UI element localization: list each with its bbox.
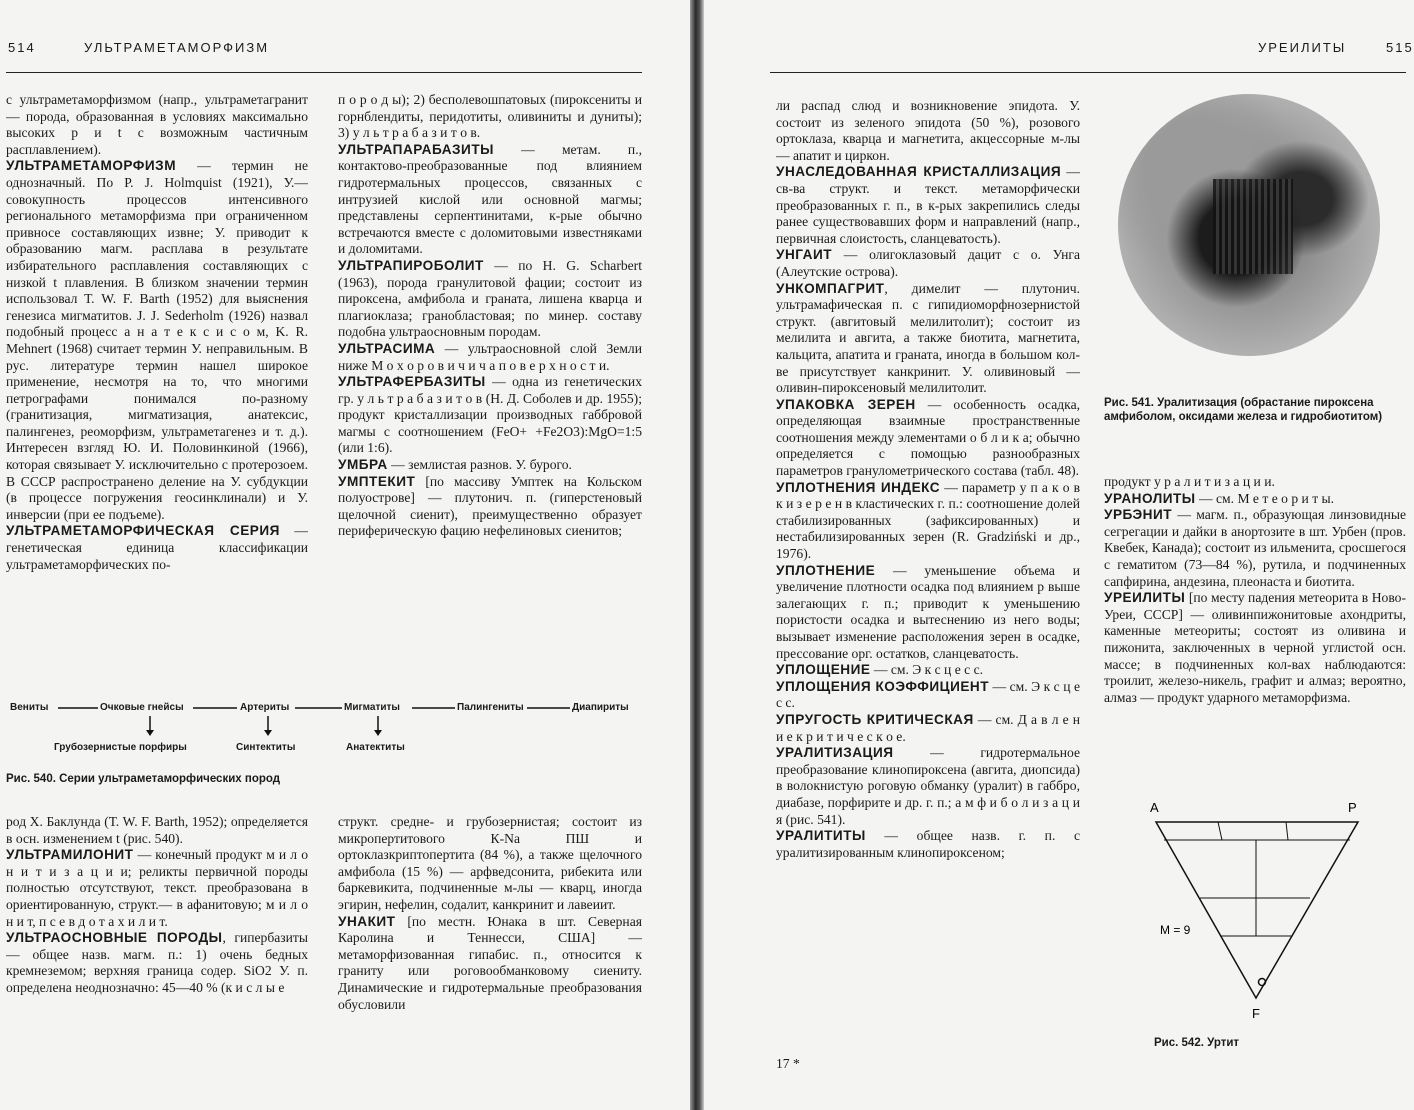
entry-term: УЛЬТРАМЕТАМОРФИЧЕСКАЯ СЕРИЯ: [6, 523, 280, 539]
entry-term: УЛЬТРАМЕТАМОРФИЗМ: [6, 158, 177, 174]
entry: [6, 92, 308, 158]
entry: [1104, 507, 1406, 590]
entry-text: [по месту падения метеорита в Ново-Уреи, СССР] — оливинпижонитовые ахондриты, каменные метеориты; состоят из оливина и пижонита, заключенных в черной углистой осн. массе; в подчиненных кол-вах наблюдаются: троилит, железо-никель, графит и алмаз; вероятно, алмаз — продукт ударного метаморфизма.: [1104, 590, 1406, 705]
entry-term: УНАКИТ: [338, 913, 396, 929]
entry-term: УМПТЕКИТ: [338, 473, 416, 489]
left-page: [0, 0, 700, 1110]
entry-text: — термин не однозначный. По Р. J. Holmquist (1921), У.— совокупность процессов интенсивного регионального метаморфизма при ограниченном привносе составляющих извне; У. приводит к образованию магм. расплава в результате избирательного расплавления составляющих с низкой t плавления. В близком значении термин использовал Т. W. F. Barth (1952) для выяснения генезиса мигматитов. J. J. Sederholm (1926) назвал подобный процесс а н а т е к с и с о м, K. R. Mehnert (1968) считает термин У. неправильным. В рус. литературе термин нашел широкое применение, несмотря на то, что многими петрографами понимался по-разному (гранитизация, мигматизация, анатексис, палингенез, реоморфизм, ультраметагенез и т. д.). Интересен взгляд Ю. И. Половинкиной (1966), которая связывает У. исключительно с протерозоем. В СССР распространено деление на У. субдукции (в процессе погружения геосинклинали) и У. инверсии (при ее подъеме).: [6, 158, 308, 522]
entry-term: УНКОМПАГРИТ: [776, 280, 885, 296]
header-rule-right: [770, 72, 1406, 73]
entry-term: УРАЛИТИЗАЦИЯ: [776, 745, 894, 761]
series-sintektity: Синтектиты: [236, 742, 296, 753]
entry-term: УЛЬТРАОСНОВНЫЕ ПОРОДЫ: [6, 930, 223, 946]
entry: [338, 374, 642, 457]
signature-mark: 17 *: [776, 1056, 800, 1071]
column-left-1-bottom: [6, 814, 308, 1062]
entry: [776, 281, 1080, 397]
entry-text: — см. Э к с ц е с с.: [870, 662, 984, 678]
series-diapirity: Диапириты: [572, 702, 629, 713]
entry: [776, 662, 1080, 679]
entry: [1104, 491, 1406, 508]
entry-text: продукт у р а л и т и з а ц и и.: [1104, 474, 1275, 489]
page-number-left: 514: [8, 40, 36, 55]
entry: [1104, 474, 1406, 491]
entry: [1104, 590, 1406, 706]
entry-text: ли распад слюд и возникновение эпидота. У. состоит из зеленого эпидота (50 %), розового ортоклаза, кварца и магнетита, акцессорные м-лы — апатит и циркон.: [776, 98, 1080, 163]
entry-text: род Х. Баклунда (Т. W. F. Barth, 1952); определяется в осн. изменением t (рис. 540).: [6, 814, 308, 846]
entry: [6, 847, 308, 930]
entry: [776, 712, 1080, 745]
running-header-left: УЛЬТРАМЕТАМОРФИЗМ: [84, 40, 270, 55]
entry: [338, 92, 642, 142]
entry-text: — одна из генетических гр. у л ь т р а б а з и т о в (Н. Д. Соболев и др. 1955); продукт кристаллизации производных габбровой магмы с соотношением (FeO+ +Fe2O3):MgO=1:5 (или 1:6).: [338, 374, 642, 456]
column-left-1-top: [6, 92, 308, 682]
entry-text: — конечный продукт м и л о н и т и з а ц и и; реликты первичной породы полностью отсутствуют, текст. преобразована в ориентированную, структ.— в афанитовую; м и л о н и т, п с е в д о т а х и л и т.: [6, 847, 308, 929]
figure-541-caption: Рис. 541. Уралитизация (обрастание пироксена амфиболом, оксидами железа и гидробиотитом): [1104, 397, 1383, 423]
entry-term: УПЛОТНЕНИЕ: [776, 562, 876, 578]
label-m9: M = 9: [1160, 923, 1191, 937]
entry-text: — особенность осадка, определяющая взаимные пространственные соотношения между элементами о б л и к а; обычно определяется с помощью разнообразных параметров гранулометрического состава (табл. 48).: [776, 396, 1080, 479]
entry-term: УРБЭНИТ: [1104, 507, 1173, 523]
entry-text: — метам. п., контактово-преобразованные под влиянием гидротермальных процессов, связанных с интрузией кислой или основной магмы; представлены серпентинитами, к-рые обычно встречаются вместе с доломитовыми известняками и доломитами.: [338, 141, 642, 257]
entry-term: УРЕИЛИТЫ: [1104, 590, 1186, 606]
header-rule-left: [6, 72, 642, 73]
page-number-right: 515: [1386, 40, 1414, 55]
running-header-right: УРЕИЛИТЫ: [1258, 40, 1347, 55]
entry-text: , димелит — плутонич. ультрамафическая п. с гипидиоморфнозернистой структ. (авгитовый мелилитолит); состоит из мелилита и авгита, а также биотита, магнетита, кальцита, апатита и граната, иногда в большом кол-ве присутствует канкринит. У. оливиновый — оливин-пироксеновый мелилитолит.: [776, 280, 1080, 396]
label-f: F: [1252, 1006, 1260, 1021]
entry-text: — ультраосновной слой Земли ниже М о х о р о в и ч и ч а п о в е р х н о с т и.: [338, 340, 642, 373]
series-palingenity: Палингениты: [457, 702, 524, 713]
entry-term: УНАСЛЕДОВАННАЯ КРИСТАЛЛИЗАЦИЯ: [776, 164, 1062, 180]
entry: [776, 98, 1080, 164]
entry-text: — общее назв. г. п. с уралитизированным клинопироксеном;: [776, 828, 1080, 860]
column-left-2-bottom: [338, 814, 642, 1062]
entry-text: — генетическая единица классификации ультраметаморфических по-: [6, 523, 308, 572]
entry-text: [по массиву Умптек на Кольском полуострове] — плутонич. п. (гиперстеновый щелочной сиенит), преимущественно образует периферическую фацию нефелиновых сиенитов;: [338, 473, 642, 539]
entry: [338, 341, 642, 374]
entry: [776, 745, 1080, 828]
entry: [6, 158, 308, 523]
entry: [776, 563, 1080, 663]
entry-term: УЛЬТРАПАРАБАЗИТЫ: [338, 141, 494, 157]
entry-text: , гипербазиты — общее назв. магм. п.: 1) очень бедных кремнеземом; верхняя граница содер. SiO2 У. п. определена неоднозначно: 45—40 % (к и с л ы е: [6, 930, 308, 995]
series-venity: Вениты: [10, 702, 49, 713]
entry: [338, 474, 642, 540]
figure-541-photo: [1118, 94, 1380, 356]
entry-text: — уменьшение объема и увеличение плотности осадка под влиянием p выше залегающих г. п.; приводит к уменьшению пористости осадка и вытеснению из него воды; вызывает изменение расположения зерен в осадке, прессование орг. остатков, сланцеватость.: [776, 562, 1080, 661]
entry-term: УПЛОЩЕНИЕ: [776, 662, 871, 678]
label-a: A: [1150, 800, 1159, 815]
figure-540-caption: Рис. 540. Серии ультраметаморфических пород: [6, 773, 281, 785]
entry-term: УПРУГОСТЬ КРИТИЧЕСКАЯ: [776, 711, 974, 727]
entry: [338, 457, 642, 474]
series-migmatity: Мигматиты: [344, 702, 400, 713]
entry: [338, 258, 642, 341]
entry: [6, 930, 308, 996]
entry-term: УРАНОЛИТЫ: [1104, 490, 1196, 506]
entry-term: УЛЬТРАПИРОБОЛИТ: [338, 257, 484, 273]
entry-text: п о р о д ы); 2) бесполевошпатовых (пироксениты и горнблендиты, перидотиты, оливиниты и дуниты); 3) у л ь т р а б а з и т о в.: [338, 92, 642, 141]
column-left-2-top: [338, 92, 642, 682]
entry: [776, 828, 1080, 861]
entry: [338, 142, 642, 258]
entry-text: — параметр у п а к о в к и з е р е н в кластических г. п.: соотношение долей стабилизированных (зафиксированных) и нестабилизированных зерен (R. Gradziński и др., 1976).: [776, 479, 1080, 562]
entry: [338, 914, 642, 1014]
entry-text: — по Н. G. Scharbert (1963), порода гранулитовой фации; состоит из пироксена, амфибола и граната, лишена кварца и плагиоклаза; гранобластовая; по минер. составу подобна ультраосновным породам.: [338, 257, 642, 340]
series-anatektity: Анатектиты: [346, 742, 405, 753]
entry: [776, 247, 1080, 280]
entry-text: — см. М е т е о р и т ы.: [1195, 490, 1335, 506]
entry-text: — магм. п., образующая линзовидные сегрегации и дайки в анортозите в шт. Урбен (пров. Квебек, Канада); состоит из ильменита, сросшегося с гематитом (73—84 %), рутила, и подчиненных сапфирина, андезина, плеонаста и биотита.: [1104, 507, 1406, 589]
figure-540-diagram: [10, 700, 650, 760]
entry-term: УЛЬТРАФЕРБАЗИТЫ: [338, 374, 486, 390]
entry-term: УПЛОЩЕНИЯ КОЭФФИЦИЕНТ: [776, 678, 990, 694]
entry-text: — землистая разнов. У. бурого.: [387, 457, 572, 473]
figure-542-diagram: [1130, 796, 1380, 1026]
entry: [776, 679, 1080, 712]
entry-text: с ультраметаморфизмом (напр., ультраметагранит — порода, образованная в условиях максимально высоких p и t с возможным частичным расплавлением).: [6, 92, 308, 157]
entry: [338, 814, 642, 914]
entry-text: — св-ва структ. и текст. метаморфически преобразованных г. п., в к-рых закрепились следы ранее существовавших форм и направлений (напр., первичная слоистость, сланцеватость).: [776, 164, 1080, 246]
entry-text: — см. Д а в л е н и е к р и т и ч е с к о е.: [776, 711, 1080, 744]
entry: [776, 397, 1080, 480]
figure-542-caption: Рис. 542. Уртит: [1154, 1037, 1240, 1049]
entry: [6, 814, 308, 847]
entry: [776, 480, 1080, 563]
entry-text: структ. средне- и грубозернистая; состоит из микропертитового К-Na ПШ и ортоклазкриптопертита (84 %), а также щелочного амфибола (15 %) — арфведсонита, рибекита или баркевикита, подчиненные м-лы — кварц, иногда эгирин, нефелин, содалит, канкринит и лавеиит.: [338, 814, 642, 912]
label-p: P: [1348, 800, 1357, 815]
entry-term: УЛЬТРАМИЛОНИТ: [6, 847, 134, 863]
entry-term: УНГАИТ: [776, 247, 833, 263]
entry-text: — см. Э к с ц е с с.: [776, 678, 1080, 711]
entry-term: УЛЬТРАСИМА: [338, 340, 436, 356]
entry-text: — гидротермальное преобразование клинопироксена (авгита, диопсида) в волокнистую роговую обманку (уралит) в габбро, диабазе, порфирите и др. г. п.; а м ф и б о л и з а ц и я (рис. 541).: [776, 745, 1080, 827]
entry-text: [по местн. Юнака в шт. Северная Каролина и Теннесси, США] — метаморфизованная гипабис. п., относится к граниту или роговообманковому сиениту. Динамические и гидротермальные преобразования обусловили: [338, 913, 642, 1012]
entry-term: УПАКОВКА ЗЕРЕН: [776, 396, 916, 412]
entry-text: — олигоклазовый дацит с о. Унга (Алеутские острова).: [776, 247, 1080, 279]
entry-term: УПЛОТНЕНИЯ ИНДЕКС: [776, 479, 941, 495]
book-gutter: [690, 0, 704, 1110]
series-gruboz-porfiry: Грубозернистые порфиры: [54, 742, 187, 753]
entry-term: УМБРА: [338, 457, 388, 473]
entry-term: УРАЛИТИТЫ: [776, 828, 866, 844]
entry: [6, 523, 308, 573]
series-ochkovye-gneisy: Очковые гнейсы: [100, 702, 184, 713]
column-right-1: [776, 98, 1080, 1058]
entry: [776, 164, 1080, 247]
column-right-2: [1104, 474, 1406, 774]
series-arterity: Артериты: [240, 702, 290, 713]
